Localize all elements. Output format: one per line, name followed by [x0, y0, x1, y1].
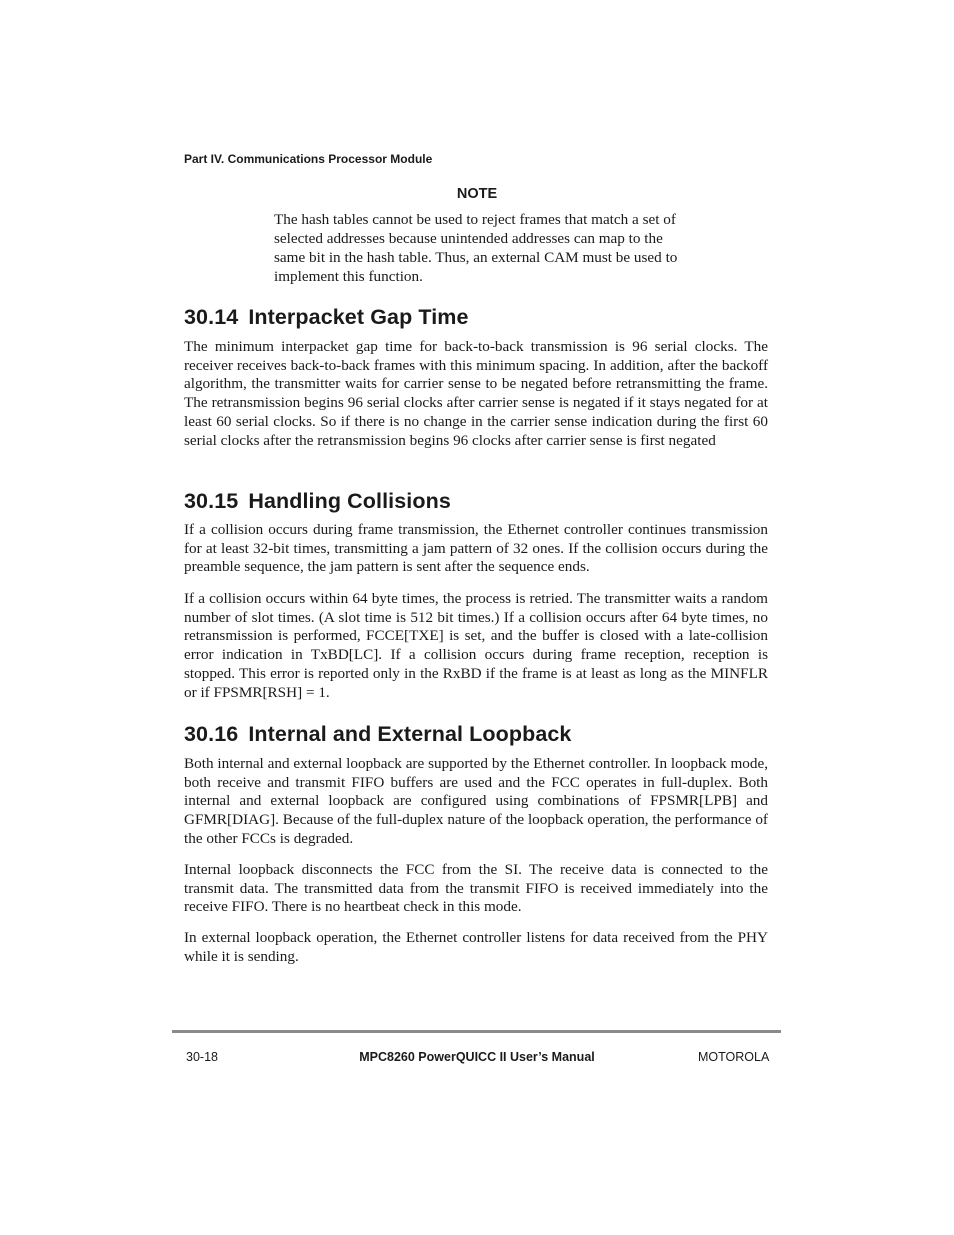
section-heading-30-14: [184, 305, 469, 330]
section-heading-30-16: [184, 722, 572, 747]
section-title: Handling Collisions: [248, 489, 451, 513]
note-text: The hash tables cannot be used to reject frames that match a set of selected addresses because unintended addresses can map to the same bit in the hash table. Thus, an external CAM must be used to implement this function.: [274, 211, 678, 285]
paragraph: Internal loopback disconnects the FCC from the SI. The receive data is connected to the transmit data. The transmitted data from the transmit FIFO is received immediately into the receive FIFO. There is no heartbeat check in this mode.: [184, 861, 768, 916]
section-number: 30.15: [184, 489, 239, 513]
note-title: NOTE: [456, 186, 498, 202]
section-number: 30.16: [184, 722, 239, 746]
section-title: Internal and External Loopback: [248, 722, 572, 746]
footer-rule: [172, 1030, 781, 1033]
paragraph: The minimum interpacket gap time for back-to-back transmission is 96 serial clocks. The receiver receives back-to-back frames with this minimum spacing. In addition, after the backoff algorithm, the transmitter waits for carrier sense to be negated before retransmitting the frame. The retransmission begins 96 serial clocks after carrier sense is negated if it stays negated for at least 60 serial clocks. So if there is no change in the carrier sense indication during the first 60 serial clocks after the retransmission begins 96 clocks after carrier sense is first negated: [184, 338, 768, 449]
manual-title: MPC8260 PowerQUICC II User’s Manual: [359, 1050, 595, 1064]
paragraph: Both internal and external loopback are supported by the Ethernet controller. In loopback mode, both receive and transmit FIFO buffers are used and the FCC operates in full-duplex. Both internal and external loopback are configured using combinations of FPSMR[LPB] and GFMR[DIAG]. Because of the full-duplex nature of the loopback operation, the performance of the other FCCs is degraded.: [184, 755, 768, 847]
paragraph: If a collision occurs during frame transmission, the Ethernet controller continues transmission for at least 32-bit times, transmitting a jam pattern of 32 ones. If the collision occurs during the preamble sequence, the jam pattern is sent after the sequence ends.: [184, 521, 768, 576]
publisher: MOTOROLA: [698, 1050, 770, 1064]
page-number: 30-18: [186, 1050, 218, 1064]
section-number: 30.14: [184, 305, 239, 329]
paragraph: In external loopback operation, the Ethernet controller listens for data received from the PHY while it is sending.: [184, 929, 768, 965]
section-title: Interpacket Gap Time: [248, 305, 469, 329]
paragraph: If a collision occurs within 64 byte times, the process is retried. The transmitter waits a random number of slot times. (A slot time is 512 bit times.) If a collision occurs after 64 byte times, no retransmission is performed, FCCE[TXE] is set, and the buffer is closed with a late-collision error indication in TxBD[LC]. If a collision occurs during frame reception, reception is stopped. This error is reported only in the RxBD if the frame is at least as long as the MINFLR or if FPSMR[RSH] = 1.: [184, 590, 768, 701]
section-heading-30-15: [184, 489, 451, 514]
running-head: Part IV. Communications Processor Module: [184, 152, 433, 166]
